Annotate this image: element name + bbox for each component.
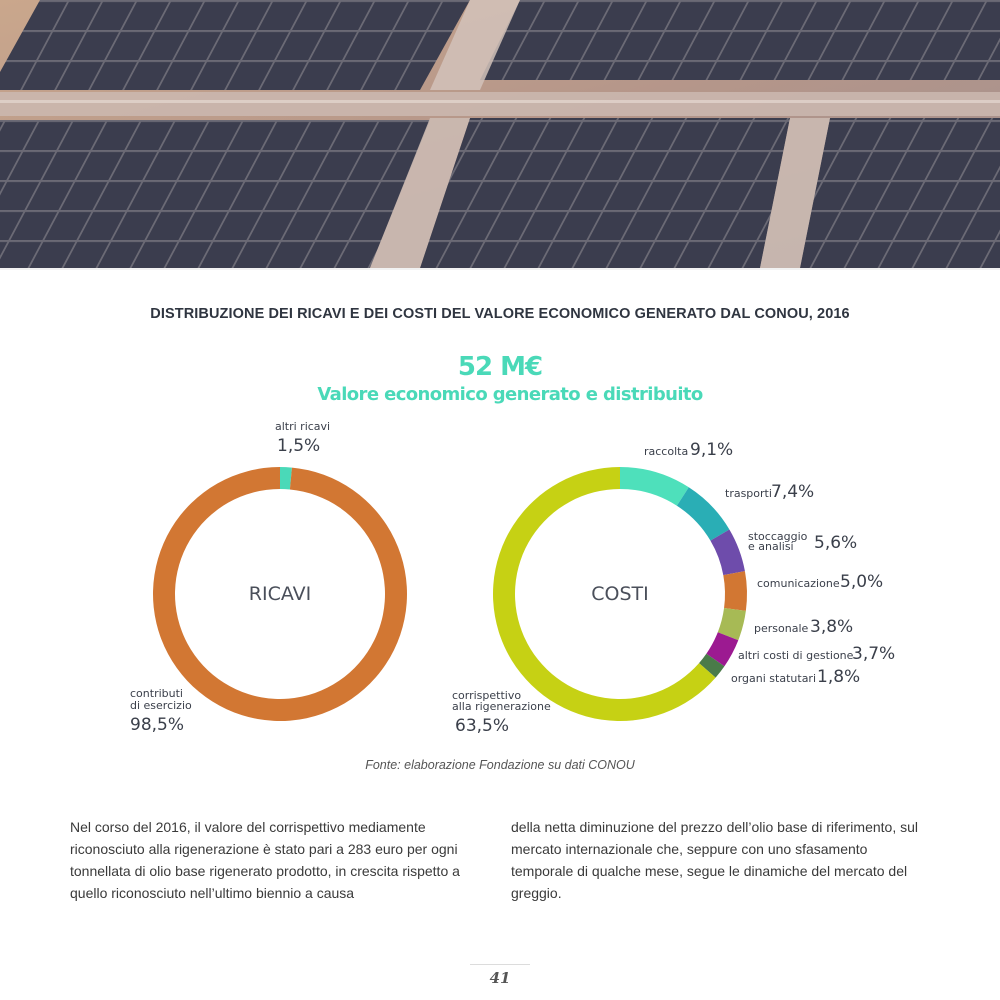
trasporti-label: trasporti <box>725 487 772 500</box>
organi-label: organi statutari <box>731 672 817 685</box>
raccolta-value: 9,1% <box>690 440 734 460</box>
stoccaggio-label-1: stoccaggio <box>748 530 808 543</box>
corrispettivo-label-1: corrispettivo <box>452 689 522 702</box>
ricavi-slice-altri-ricavi <box>280 467 292 489</box>
costi-center-label: COSTI <box>591 583 649 605</box>
page-number: 41 <box>470 964 530 987</box>
stoccaggio-label-2: e analisi <box>748 540 794 553</box>
corrispettivo-label-2: alla rigenerazione <box>452 700 551 713</box>
comunicazione-value: 5,0% <box>840 572 884 592</box>
personale-value: 3,8% <box>810 617 854 637</box>
altri-costi-label: altri costi di gestione <box>738 649 854 662</box>
altri-ricavi-label: altri ricavi <box>275 420 331 433</box>
raccolta-label: raccolta <box>644 445 689 458</box>
body-text-left: Nel corso del 2016, il valore del corrispettivo mediamente riconosciuto alla rigenerazione è stato pari a 283 euro per ogni tonnellata di olio base rigenerato prodotto, in crescita rispetto a quello riconosciuto nell’ultimo biennio a causa <box>70 819 460 901</box>
contributi-label-2: di esercizio <box>130 699 192 712</box>
total-value: 52 M€ <box>457 352 543 382</box>
body-text-right: della netta diminuzione del prezzo dell’olio base di riferimento, sul mercato internazionale che, seppure con uno sfasamento temporale di qualche mese, segue le dinamiche del mercato del greggio. <box>511 819 919 901</box>
altri-ricavi-value: 1,5% <box>277 436 321 456</box>
chart-title: DISTRIBUZIONE DEI RICAVI E DEI COSTI DEL VALORE ECONOMICO GENERATO DAL CONOU, 2016 <box>150 306 850 322</box>
personale-label: personale <box>754 622 809 635</box>
comunicazione-label: comunicazione <box>757 577 840 590</box>
altri-costi-value: 3,7% <box>852 644 896 664</box>
source-note: Fonte: elaborazione Fondazione su dati CONOU <box>365 758 635 772</box>
trasporti-value: 7,4% <box>771 482 815 502</box>
organi-value: 1,8% <box>817 667 861 687</box>
costi-slice-raccolta <box>620 467 689 506</box>
total-caption: Valore economico generato e distribuito <box>317 384 703 405</box>
costi-slice-trasporti <box>677 487 730 540</box>
contributi-value: 98,5% <box>130 715 185 735</box>
corrispettivo-value: 63,5% <box>455 716 510 736</box>
contributi-label-1: contributi <box>130 687 183 700</box>
costi-slice-comunicazione <box>723 571 747 611</box>
ricavi-center-label: RICAVI <box>248 583 312 605</box>
stoccaggio-value: 5,6% <box>814 533 858 553</box>
